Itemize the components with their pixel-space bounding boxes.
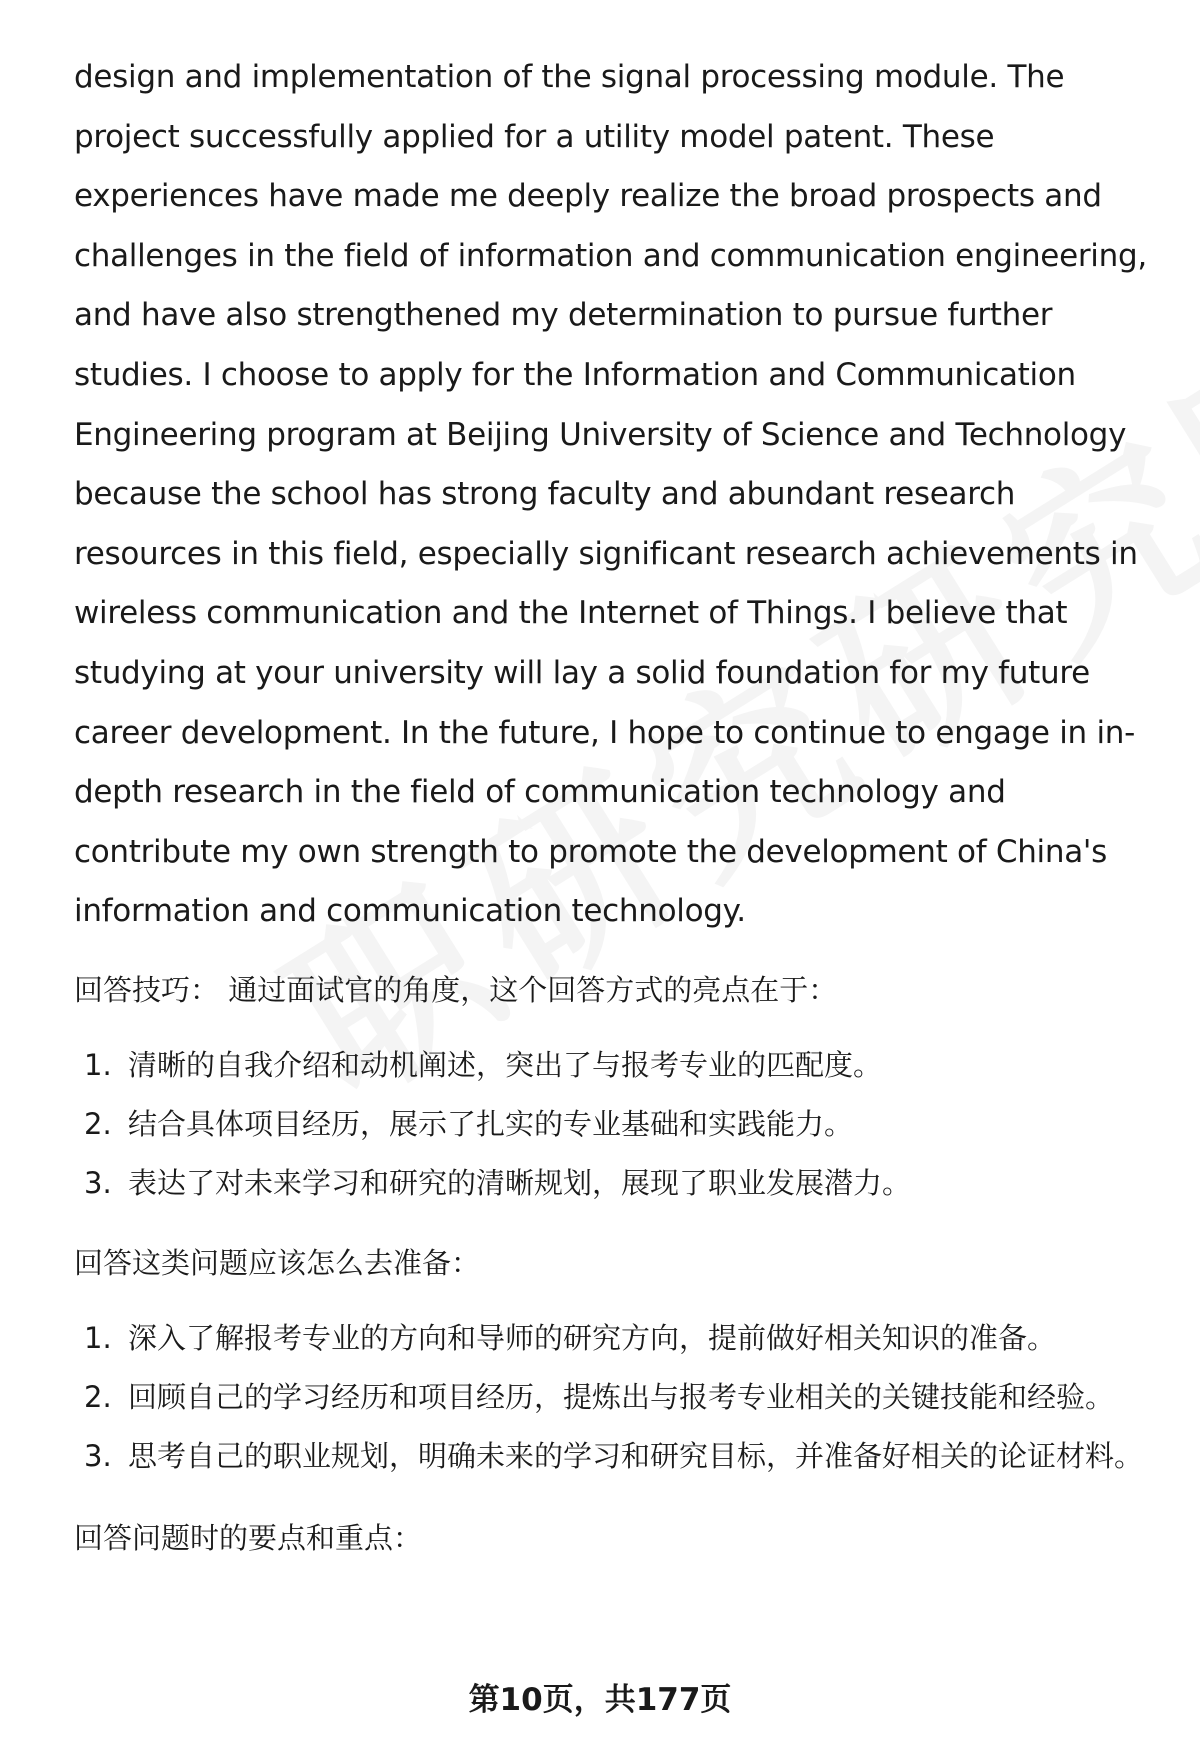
key-points-heading: 回答问题时的要点和重点： [74,1520,423,1555]
list-item-text: 结合具体项目经历，展示了扎实的专业基础和实践能力。 [128,1106,854,1141]
list-item-text: 表达了对未来学习和研究的清晰规划，展现了职业发展潜力。 [128,1165,912,1200]
list-item [74,1154,1154,1213]
list-number: 2. [84,1379,112,1414]
document-body [74,48,1154,1560]
tips-list [74,1036,1154,1213]
list-number: 3. [84,1438,112,1473]
list-item-text: 回顾自己的学习经历和项目经历，提炼出与报考专业相关的关键技能和经验。 [128,1379,1115,1414]
list-item [74,1427,1154,1486]
list-item-text: 深入了解报考专业的方向和导师的研究方向，提前做好相关知识的准备。 [128,1320,1057,1355]
list-number: 1. [84,1320,112,1355]
preparation-list [74,1309,1154,1486]
list-item [74,1095,1154,1154]
list-item [74,1368,1154,1427]
page-number: 第10页，共177页 [468,1682,732,1718]
list-item-text: 清晰的自我介绍和动机阐述，突出了与报考专业的匹配度。 [128,1047,883,1082]
preparation-heading: 回答这类问题应该怎么去准备： [74,1245,481,1280]
list-number: 1. [84,1047,112,1082]
list-number: 3. [84,1165,112,1200]
intro-paragraph: design and implementation of the signal processing module. The project successfully applied for a utility model patent. These experiences have made me deeply realize the broad prospects and challenges in the field of information and communication engineering, and have also strengthened my determination to pursue further studies. I choose to apply for the Information and Communication Engineering program at Beijing University of Science and Technology because the school has strong faculty and abundant research resources in this field, especially significant research achievements in wireless communication and the Internet of Things. I believe that studying at your university will lay a solid foundation for my future career development. In the future, I hope to continue to engage in in-depth research in the field of communication technology and contribute my own strength to promote the development of China's information and communication technology. [74,59,1147,930]
list-item-text: 思考自己的职业规划，明确未来的学习和研究目标，并准备好相关的论证材料。 [128,1438,1144,1473]
list-item [74,1036,1154,1095]
tips-heading: 回答技巧： 通过面试官的角度，这个回答方式的亮点在于： [74,972,838,1007]
list-number: 2. [84,1106,112,1141]
list-item [74,1309,1154,1368]
